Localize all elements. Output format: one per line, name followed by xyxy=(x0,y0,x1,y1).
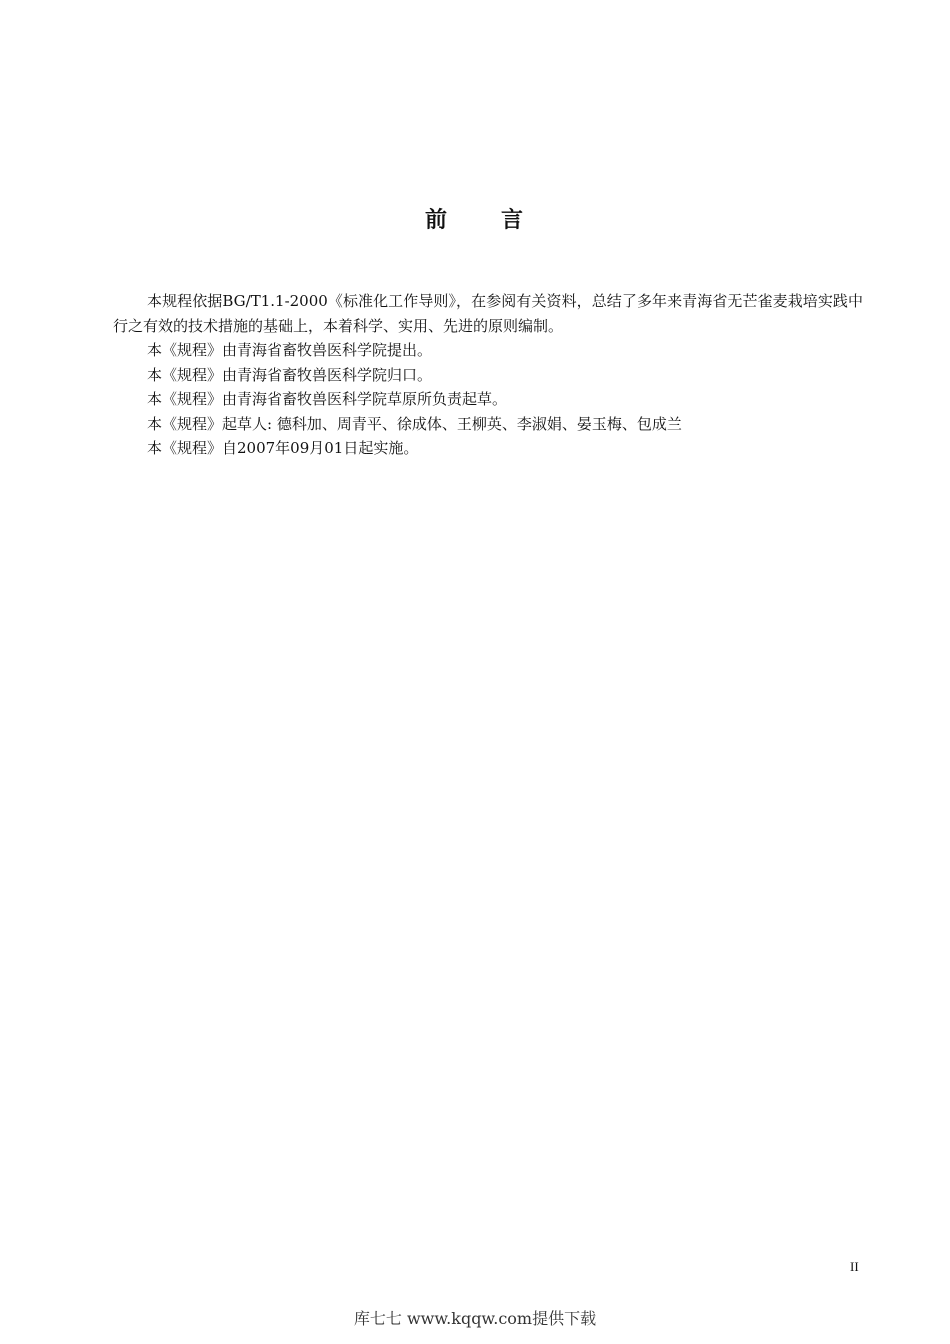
paragraph-drafting-unit: 本《规程》由青海省畜牧兽医科学院草原所负责起草。 xyxy=(147,390,508,408)
paragraph-drafters: 本《规程》起草人: 德科加、周青平、徐成体、王柳英、李淑娟、晏玉梅、包成兰 xyxy=(147,414,682,433)
title-char-2: 言 xyxy=(501,208,526,233)
paragraph-basis: 本规程依据BG/T1.1-2000《标准化工作导则》，在参阅有关资料，总结了多年来青海省无芒雀麦栽培实践中行之有效的技术措施的基础上，本着科学、实用、先进的原则编制。 xyxy=(113,292,863,335)
title-char-1: 前 xyxy=(424,208,449,233)
foreword-body xyxy=(113,289,863,461)
download-footer: 库七七 www.kqqw.com提供下载 xyxy=(353,1309,597,1328)
page-number: II xyxy=(850,1259,859,1274)
paragraph-effective-date: 本《规程》自2007年09月01日起实施。 xyxy=(147,439,419,457)
page-title xyxy=(0,203,950,234)
paragraph-administrator: 本《规程》由青海省畜牧兽医科学院归口。 xyxy=(147,365,433,384)
paragraph-proposer: 本《规程》由青海省畜牧兽医科学院提出。 xyxy=(147,341,433,359)
